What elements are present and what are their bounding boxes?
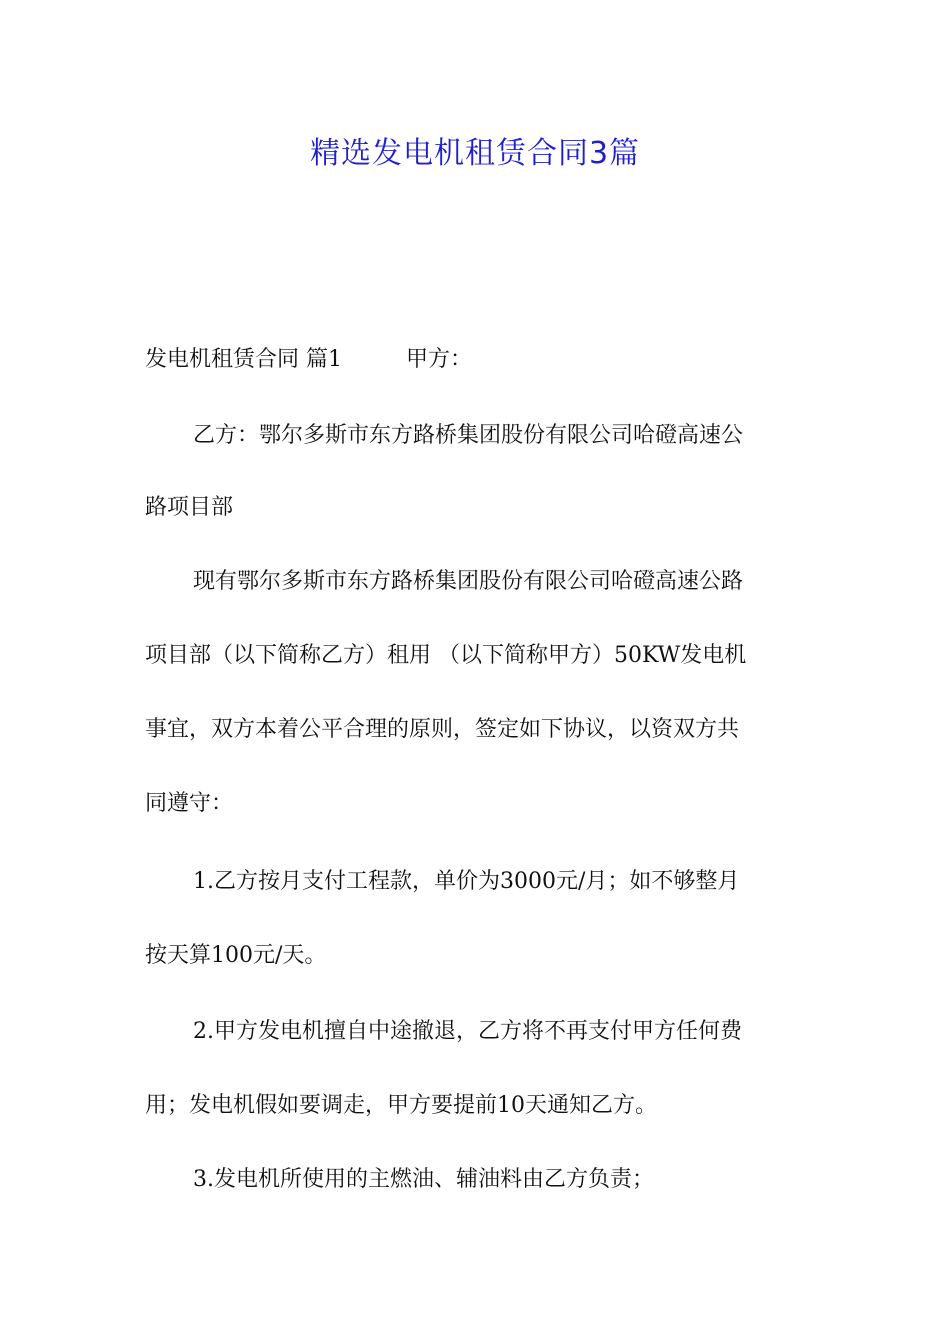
paragraph-intro-line-4: 同遵守： — [145, 791, 234, 816]
paragraph-intro-line-3: 事宜，双方本着公平合理的原则，签定如下协议，以资双方共 — [145, 717, 740, 742]
paragraph-party-b-line-1: 乙方：鄂尔多斯市东方路桥集团股份有限公司哈磴高速公 — [193, 423, 744, 448]
heading-line — [145, 342, 472, 378]
contract-heading: 发电机租赁合同 篇1 — [145, 347, 342, 372]
paragraph-party-b-line-2: 路项目部 — [145, 495, 234, 520]
clause-1-line-1: 1.乙方按月支付工程款，单价为3000元/月；如不够整月 — [193, 869, 740, 894]
paragraph-intro-line-2: 项目部（以下简称乙方）租用 （以下简称甲方）50KW发电机 — [145, 643, 747, 668]
clause-2-line-1: 2.甲方发电机擅自中途撤退，乙方将不再支付甲方任何费 — [193, 1019, 742, 1044]
paragraph-intro-line-1: 现有鄂尔多斯市东方路桥集团股份有限公司哈磴高速公路 — [193, 569, 744, 594]
party-a-label: 甲方： — [406, 347, 473, 372]
clause-1-line-2: 按天算100元/天。 — [145, 943, 327, 968]
clause-3-line-1: 3.发电机所使用的主燃油、辅油料由乙方负责； — [193, 1167, 654, 1192]
clause-2-line-2: 用；发电机假如要调走，甲方要提前10天通知乙方。 — [145, 1093, 657, 1118]
document-title: 精选发电机租赁合同3篇 — [309, 136, 641, 171]
